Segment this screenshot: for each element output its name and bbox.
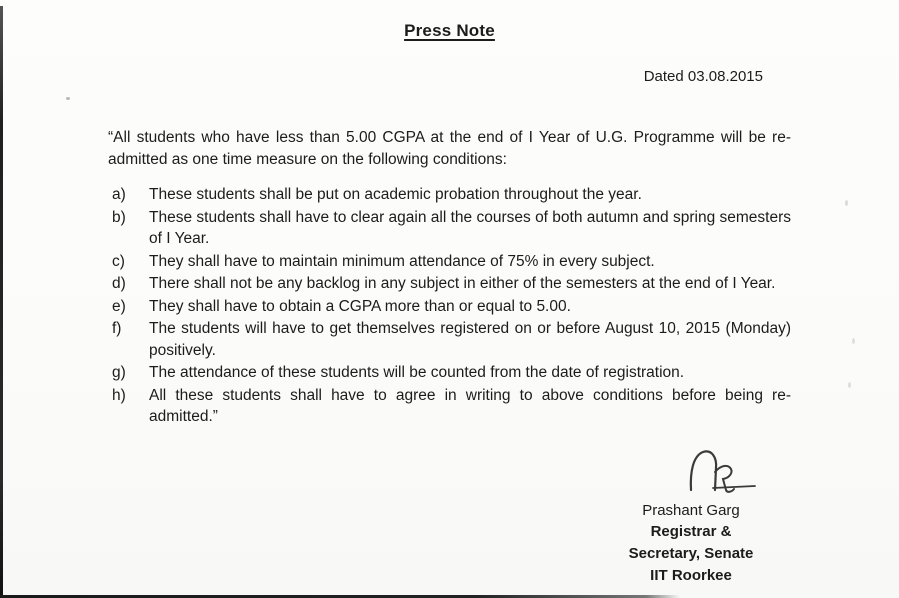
condition-label: f) [112, 320, 122, 337]
handwritten-signature [661, 448, 781, 498]
condition-text: The students will have to get themselves registered on or before August 10, 2015 (Monday) positively. [149, 320, 791, 359]
conditions-list [112, 184, 791, 428]
scan-speck [848, 382, 851, 388]
condition-text: The attendance of these students will be counted from the date of registration. [149, 364, 685, 381]
document-title: Press Note [404, 21, 495, 40]
scan-speck [845, 200, 848, 206]
condition-label: c) [112, 252, 125, 270]
document-date: Dated 03.08.2015 [643, 68, 763, 85]
condition-text: They shall have to obtain a CGPA more than or equal to 5.00. [149, 297, 571, 315]
condition-text: They shall have to maintain minimum attendance of 75% in every subject. [149, 252, 655, 270]
condition-item [112, 207, 791, 250]
signatory-role-2: Secretary, Senate [628, 545, 754, 562]
signature-block [601, 448, 781, 587]
condition-item [112, 362, 791, 384]
condition-label: b) [112, 208, 126, 226]
signatory-role-1: Registrar & [650, 523, 732, 540]
condition-text: There shall not be any backlog in any subject in either of the semesters at the end of I Year. [149, 275, 776, 292]
intro-paragraph: “All students who have less than 5.00 CGPA at the end of I Year of U.G. Programme will be re-admitted as one time measure on the following conditions: [108, 129, 791, 168]
condition-item [112, 296, 791, 318]
condition-item [112, 318, 791, 361]
condition-item [112, 184, 791, 206]
condition-label: h) [112, 386, 126, 404]
condition-text: All these students shall have to agree in writing to above conditions before being re-admitted.” [149, 386, 791, 425]
condition-item [112, 273, 791, 295]
signatory-role-3: IIT Roorkee [650, 567, 732, 584]
condition-item [112, 251, 791, 273]
signatory-name: Prashant Garg [642, 502, 740, 519]
condition-text: These students shall be put on academic probation throughout the year. [149, 186, 642, 203]
scan-edge-artifact-left [0, 6, 3, 598]
scan-speck [852, 338, 855, 344]
condition-label: g) [112, 364, 126, 381]
condition-label: e) [112, 297, 126, 315]
condition-item [112, 385, 791, 428]
condition-label: d) [112, 275, 126, 292]
scan-speck [66, 97, 70, 100]
condition-text: These students shall have to clear again all the courses of both autumn and spring semesters of I Year. [149, 208, 791, 247]
condition-label: a) [112, 186, 126, 203]
